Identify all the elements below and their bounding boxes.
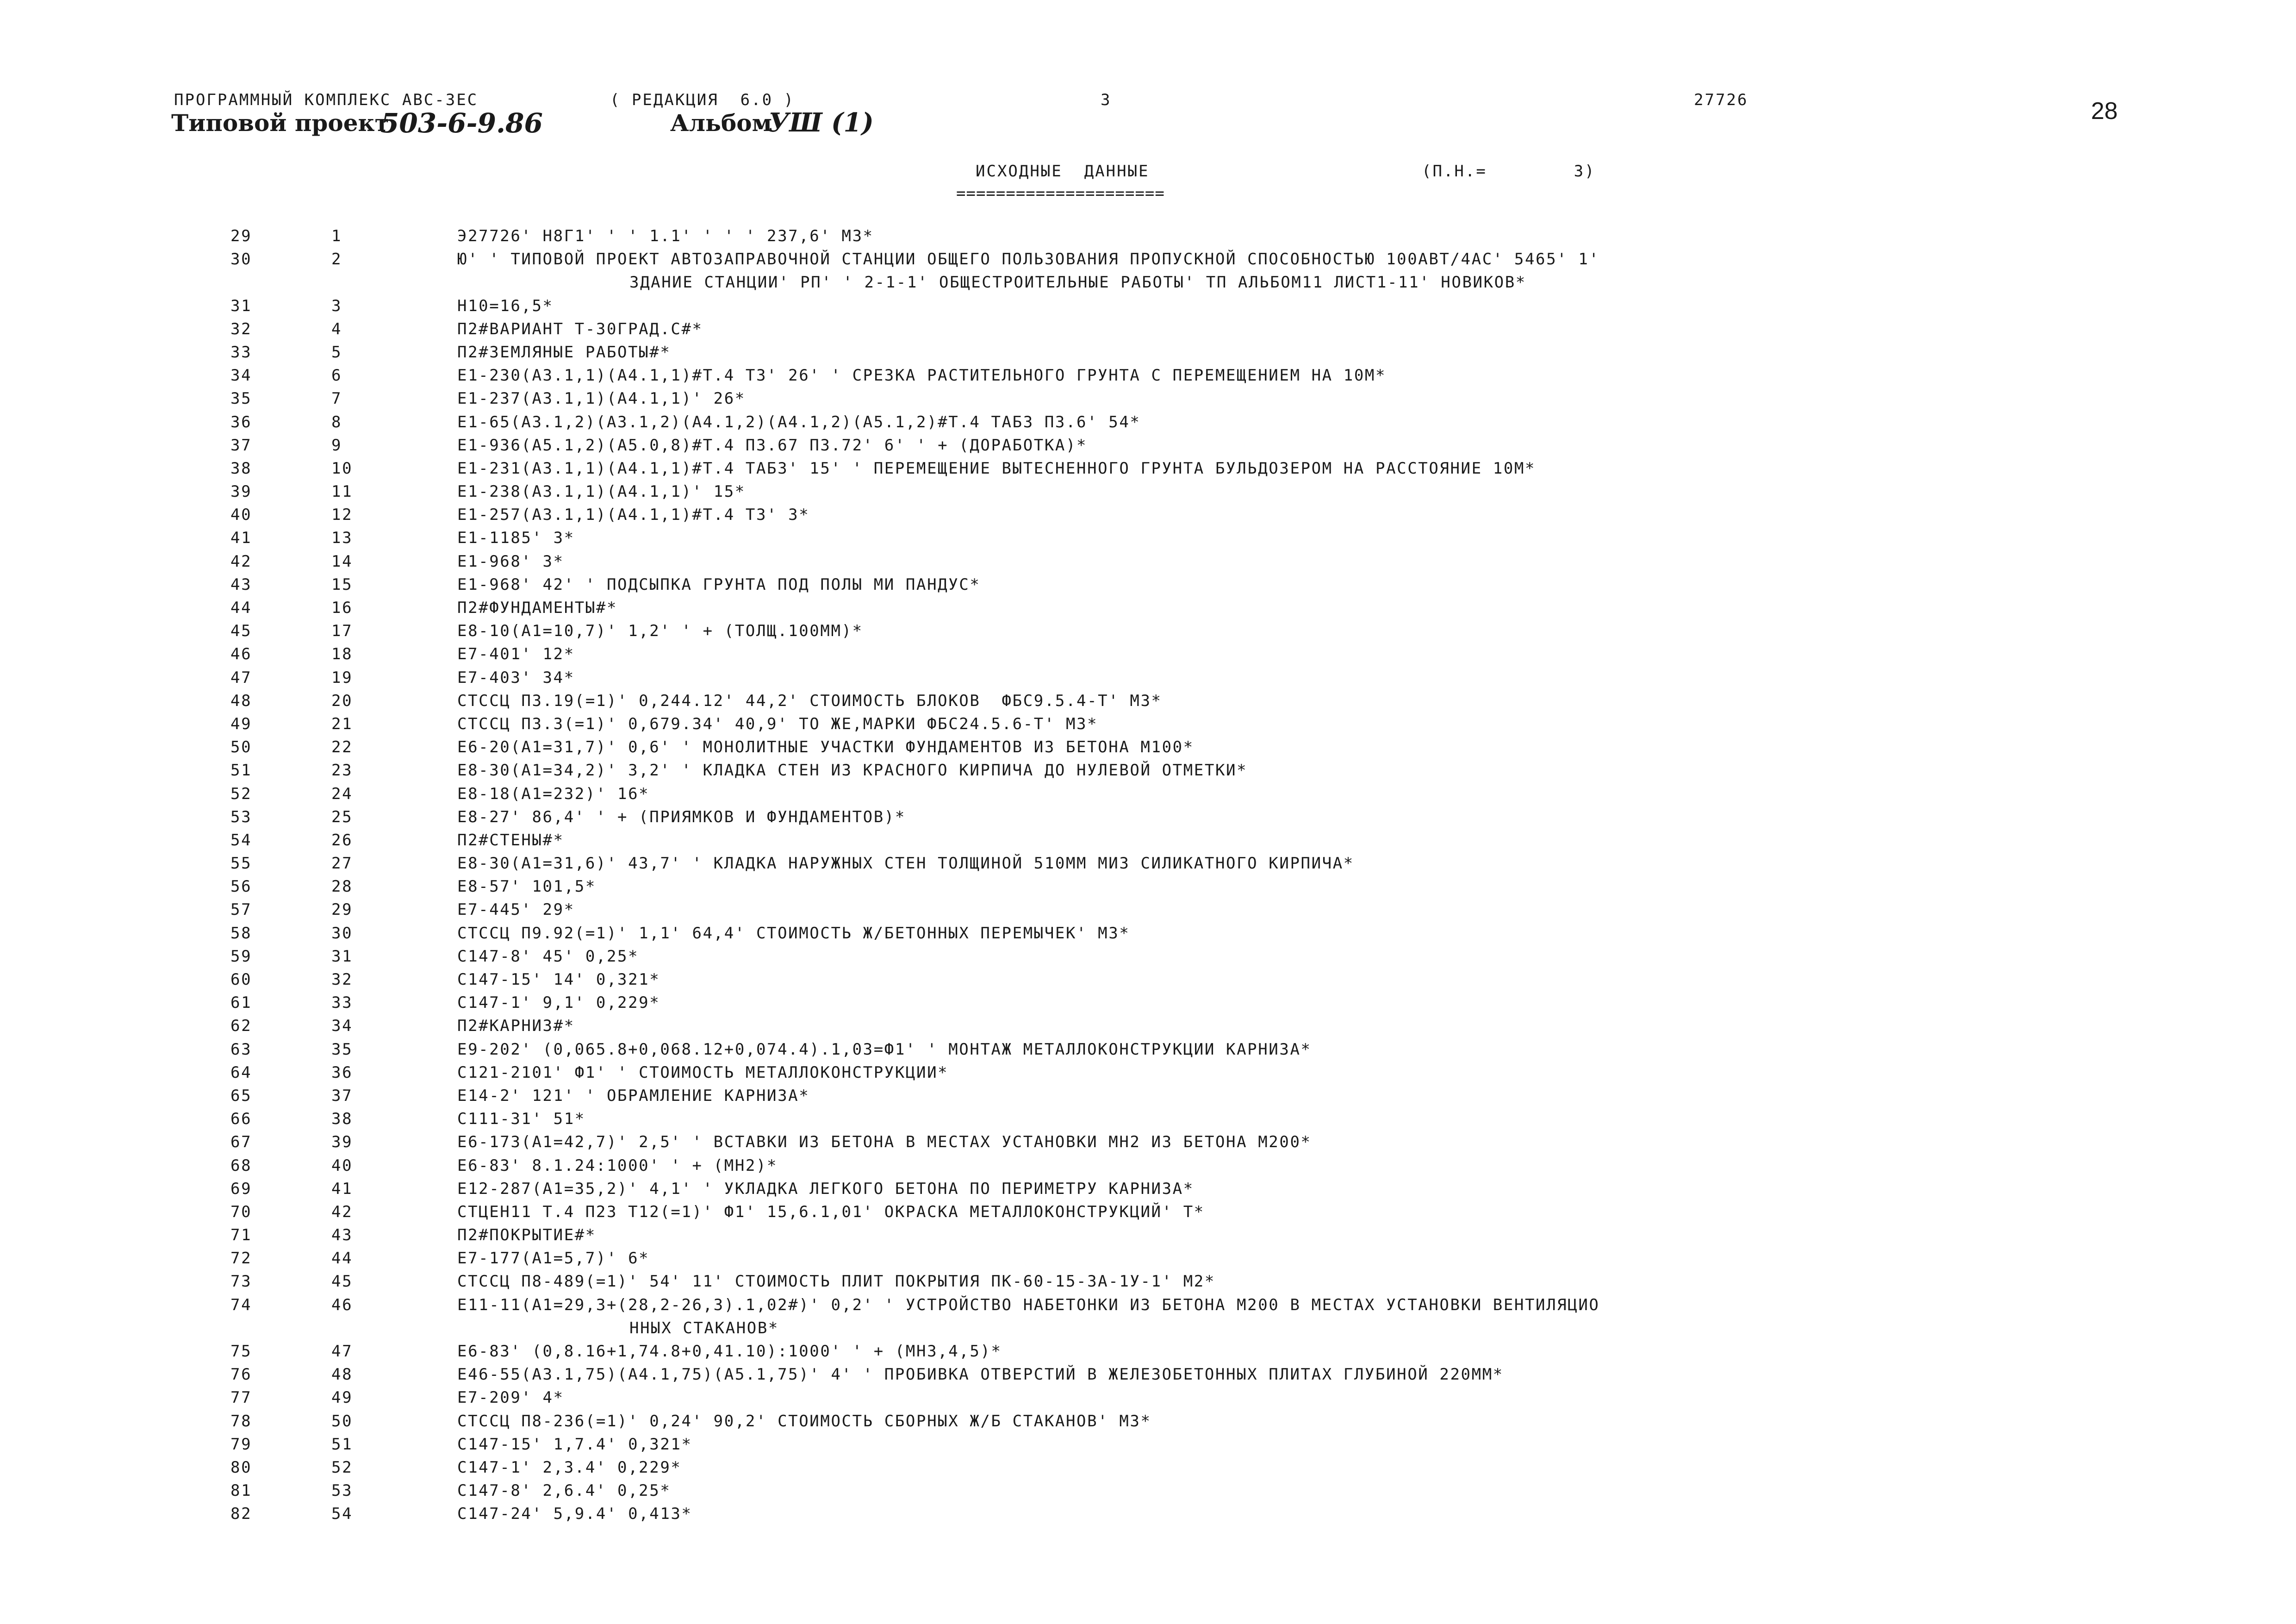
line-number: 48 (230, 691, 252, 710)
record-number: 48 (331, 1365, 353, 1384)
listing-row (0, 1017, 2296, 1040)
listing-row (0, 250, 2296, 273)
record-number: 31 (331, 947, 353, 966)
listing-row (0, 1458, 2296, 1481)
record-text: ЗДАНИЕ СТАНЦИИ' РП' ' 2-1-1' ОБЩЕСТРОИТЕЛЬНЫЕ РАБОТЫ' ТП АЛЬБОМ11 ЛИСТ1-11' НОВИКОВ* (629, 273, 1526, 292)
listing-row (0, 1040, 2296, 1063)
title-underline: ===================== (956, 184, 1165, 203)
project-label: Типовой проект (171, 109, 389, 137)
listing-row (0, 692, 2296, 715)
record-text: Е1-936(А5.1,2)(А5.0,8)#Т.4 П3.67 П3.72' 6' ' + (ДОРАБОТКА)* (457, 436, 1088, 455)
sheet-number: 28 (2091, 98, 2118, 125)
record-number: 45 (331, 1272, 353, 1291)
line-number: 77 (230, 1388, 252, 1407)
line-number: 50 (230, 738, 252, 757)
listing-row (0, 1180, 2296, 1203)
line-number: 67 (230, 1133, 252, 1152)
record-text: Е1-1185' 3* (457, 529, 575, 548)
listing-row (0, 1249, 2296, 1272)
listing-row (0, 1365, 2296, 1388)
record-number: 34 (331, 1017, 353, 1036)
record-number: 20 (331, 691, 353, 710)
listing-row (0, 227, 2296, 250)
line-number: 41 (230, 529, 252, 548)
record-text: Е14-2' 121' ' ОБРАМЛЕНИЕ КАРНИЗА* (457, 1086, 810, 1105)
line-number: 69 (230, 1179, 252, 1198)
program-name: ПРОГРАММНЫЙ КОМПЛЕКС АВС-3ЕС (174, 91, 479, 109)
record-number: 9 (331, 436, 342, 455)
line-number: 44 (230, 599, 252, 617)
record-text: СТССЦ П9.92(=1)' 1,1' 64,4' СТОИМОСТЬ Ж/БЕТОННЫХ ПЕРЕМЫЧЕК' М3* (457, 924, 1130, 943)
line-number: 71 (230, 1226, 252, 1245)
listing-row (0, 785, 2296, 808)
record-text: Е7-401' 12* (457, 645, 575, 664)
record-number: 18 (331, 645, 353, 664)
record-text: Е1-238(А3.1,1)(А4.1,1)' 15* (457, 482, 746, 501)
listing-row (0, 506, 2296, 529)
line-number: 55 (230, 854, 252, 873)
listing-row (0, 436, 2296, 459)
record-number: 30 (331, 924, 353, 943)
listing-row (0, 459, 2296, 482)
record-number: 38 (331, 1110, 353, 1129)
line-number: 61 (230, 993, 252, 1012)
page-code: 3 (1101, 91, 1112, 109)
record-text: Е8-30(А1=31,6)' 43,7' ' КЛАДКА НАРУЖНЫХ СТЕН ТОЛЩИНОЙ 510ММ МИЗ СИЛИКАТНОГО КИРПИЧА* (457, 854, 1354, 873)
record-text: СТССЦ П3.3(=1)' 0,679.34' 40,9' ТО ЖЕ,МАРКИ ФБС24.5.6-Т' М3* (457, 714, 1098, 733)
line-number: 33 (230, 343, 252, 362)
record-text: Е7-209' 4* (457, 1388, 564, 1407)
line-number: 30 (230, 250, 252, 269)
record-text: С147-15' 1,7.4' 0,321* (457, 1435, 692, 1454)
record-number: 47 (331, 1342, 353, 1361)
listing-row (0, 993, 2296, 1017)
line-number: 49 (230, 714, 252, 733)
listing-row (0, 1388, 2296, 1412)
record-text: П2#ВАРИАНТ Т-30ГРАД.С#* (457, 319, 703, 338)
line-number: 62 (230, 1017, 252, 1036)
line-number: 64 (230, 1063, 252, 1082)
edition-label: ( РЕДАКЦИЯ 6.0 ) (610, 91, 795, 109)
record-text: СТССЦ П8-236(=1)' 0,24' 90,2' СТОИМОСТЬ СБОРНЫХ Ж/Б СТАКАНОВ' М3* (457, 1412, 1151, 1430)
listing-row (0, 1505, 2296, 1528)
line-number: 79 (230, 1435, 252, 1454)
listing-row (0, 1087, 2296, 1110)
line-number: 81 (230, 1481, 252, 1500)
line-number: 74 (230, 1295, 252, 1314)
listing-row (0, 482, 2296, 506)
line-number: 37 (230, 436, 252, 455)
listing-row (0, 877, 2296, 900)
listing-row (0, 1296, 2296, 1319)
line-number: 73 (230, 1272, 252, 1291)
record-text: СТССЦ П3.19(=1)' 0,244.12' 44,2' СТОИМОСТЬ БЛОКОВ ФБС9.5.4-Т' М3* (457, 691, 1162, 710)
record-text: П2#ФУНДАМЕНТЫ#* (457, 599, 618, 617)
record-text: Е6-20(А1=31,7)' 0,6' ' МОНОЛИТНЫЕ УЧАСТКИ ФУНДАМЕНТОВ ИЗ БЕТОНА М100* (457, 738, 1194, 757)
line-number: 32 (230, 319, 252, 338)
record-text: С121-2101' Ф1' ' СТОИМОСТЬ МЕТАЛЛОКОНСТРУКЦИИ* (457, 1063, 949, 1082)
line-number: 76 (230, 1365, 252, 1384)
listing-row (0, 1110, 2296, 1133)
line-number: 36 (230, 412, 252, 431)
record-text: Е8-57' 101,5* (457, 877, 596, 896)
listing-row (0, 808, 2296, 831)
listing-row (0, 1156, 2296, 1180)
record-number: 52 (331, 1458, 353, 1477)
record-number: 39 (331, 1133, 353, 1152)
line-number: 75 (230, 1342, 252, 1361)
record-text: Е1-231(А3.1,1)(А4.1,1)#Т.4 ТАБ3' 15' ' ПЕРЕМЕЩЕНИЕ ВЫТЕСНЕННОГО ГРУНТА БУЛЬДОЗЕРОМ НА РАССТОЯНИЕ 10М* (457, 459, 1536, 478)
line-number: 65 (230, 1086, 252, 1105)
listing-row (0, 552, 2296, 575)
line-number: 47 (230, 668, 252, 687)
record-number: 32 (331, 970, 353, 989)
listing-row (0, 575, 2296, 599)
record-number: 46 (331, 1295, 353, 1314)
record-number: 5 (331, 343, 342, 362)
record-text: Е8-30(А1=34,2)' 3,2' ' КЛАДКА СТЕН ИЗ КРАСНОГО КИРПИЧА ДО НУЛЕВОЙ ОТМЕТКИ* (457, 761, 1248, 780)
record-number: 51 (331, 1435, 353, 1454)
line-number: 57 (230, 900, 252, 919)
record-number: 23 (331, 761, 353, 780)
record-number: 50 (331, 1412, 353, 1430)
album-label: Альбом (670, 109, 772, 137)
record-number: 12 (331, 506, 353, 525)
line-number: 29 (230, 227, 252, 245)
record-number: 8 (331, 412, 342, 431)
record-text: Е8-18(А1=232)' 16* (457, 784, 650, 803)
listing-row (0, 599, 2296, 622)
listing-row (0, 668, 2296, 692)
record-text: Е6-173(А1=42,7)' 2,5' ' ВСТАВКИ ИЗ БЕТОНА В МЕСТАХ УСТАНОВКИ МН2 ИЗ БЕТОНА М200* (457, 1133, 1312, 1152)
record-number: 33 (331, 993, 353, 1012)
listing-row (0, 320, 2296, 343)
listing-continuation-row (0, 273, 2296, 296)
record-text: Е7-177(А1=5,7)' 6* (457, 1249, 650, 1268)
line-number: 45 (230, 622, 252, 641)
record-number: 17 (331, 622, 353, 641)
record-number: 24 (331, 784, 353, 803)
record-number: 41 (331, 1179, 353, 1198)
listing-row (0, 715, 2296, 738)
line-number: 70 (230, 1202, 252, 1221)
record-number: 36 (331, 1063, 353, 1082)
line-number: 52 (230, 784, 252, 803)
line-number: 56 (230, 877, 252, 896)
record-number: 3 (331, 296, 342, 315)
record-text: СТЦЕН11 Т.4 П23 Т12(=1)' Ф1' 15,6.1,01' ОКРАСКА МЕТАЛЛОКОНСТРУКЦИЙ' Т* (457, 1202, 1205, 1221)
line-number: 80 (230, 1458, 252, 1477)
listing-row (0, 366, 2296, 389)
document-code: 27726 (1694, 91, 1748, 109)
line-number: 78 (230, 1412, 252, 1430)
record-text: Е7-403' 34* (457, 668, 575, 687)
record-text: Н10=16,5* (457, 296, 554, 315)
record-number: 27 (331, 854, 353, 873)
record-text: Е46-55(А3.1,75)(А4.1,75)(А5.1,75)' 4' ' ПРОБИВКА ОТВЕРСТИЙ В ЖЕЛЕЗОБЕТОННЫХ ПЛИТАХ ГЛУБИНОЙ 220ММ* (457, 1365, 1504, 1384)
record-number: 16 (331, 599, 353, 617)
listing-continuation-row (0, 1319, 2296, 1342)
record-number: 53 (331, 1481, 353, 1500)
listing-row (0, 1342, 2296, 1365)
record-text: П2#СТЕНЫ#* (457, 831, 564, 849)
line-number: 82 (230, 1505, 252, 1524)
record-text: СТССЦ П8-489(=1)' 54' 11' СТОИМОСТЬ ПЛИТ ПОКРЫТИЯ ПК-60-15-3А-1У-1' М2* (457, 1272, 1215, 1291)
record-number: 22 (331, 738, 353, 757)
line-number: 40 (230, 506, 252, 525)
record-number: 25 (331, 807, 353, 826)
record-text: Е1-230(А3.1,1)(А4.1,1)#Т.4 Т3' 26' ' СРЕЗКА РАСТИТЕЛЬНОГО ГРУНТА С ПЕРЕМЕЩЕНИЕМ НА 10М* (457, 366, 1387, 385)
listing-row (0, 854, 2296, 877)
listing-row (0, 645, 2296, 668)
record-text: Е1-65(А3.1,2)(А3.1,2)(А4.1,2)(А4.1,2)(А5.1,2)#Т.4 ТАБ3 П3.6' 54* (457, 412, 1141, 431)
record-number: 21 (331, 714, 353, 733)
record-number: 14 (331, 552, 353, 571)
record-text: ННЫХ СТАКАНОВ* (629, 1318, 779, 1337)
record-number: 6 (331, 366, 342, 385)
line-number: 51 (230, 761, 252, 780)
line-number: 53 (230, 807, 252, 826)
record-text: Е9-202' (0,065.8+0,068.12+0,074.4).1,03=Ф1' ' МОНТАЖ МЕТАЛЛОКОНСТРУКЦИИ КАРНИЗА* (457, 1040, 1312, 1059)
record-text: С147-24' 5,9.4' 0,413* (457, 1505, 692, 1524)
record-number: 1 (331, 227, 342, 245)
listing-row (0, 924, 2296, 947)
line-number: 66 (230, 1110, 252, 1129)
listing-rows (0, 227, 2296, 1528)
record-number: 44 (331, 1249, 353, 1268)
listing-row (0, 413, 2296, 436)
listing-row (0, 970, 2296, 993)
listing-row (0, 529, 2296, 552)
line-number: 46 (230, 645, 252, 664)
record-text: Е1-968' 42' ' ПОДСЫПКА ГРУНТА ПОД ПОЛЫ МИ ПАНДУС* (457, 575, 981, 594)
listing-row (0, 900, 2296, 924)
listing-row (0, 947, 2296, 970)
record-number: 10 (331, 459, 353, 478)
listing-row (0, 1063, 2296, 1087)
listing-row (0, 1226, 2296, 1249)
listing-row (0, 1435, 2296, 1458)
record-number: 7 (331, 389, 342, 408)
record-text: П2#ПОКРЫТИЕ#* (457, 1226, 596, 1245)
record-number: 13 (331, 529, 353, 548)
record-text: Е6-83' (0,8.16+1,74.8+0,41.10):1000' ' + (МН3,4,5)* (457, 1342, 1002, 1361)
listing-row (0, 622, 2296, 645)
listing-row (0, 738, 2296, 761)
record-text: Е1-968' 3* (457, 552, 564, 571)
line-number: 34 (230, 366, 252, 385)
record-text: С111-31' 51* (457, 1110, 585, 1129)
listing-row (0, 297, 2296, 320)
line-number: 43 (230, 575, 252, 594)
listing-row (0, 761, 2296, 784)
line-number: 54 (230, 831, 252, 849)
record-number: 4 (331, 319, 342, 338)
line-number: 68 (230, 1156, 252, 1175)
record-number: 42 (331, 1202, 353, 1221)
record-text: С147-8' 2,6.4' 0,25* (457, 1481, 671, 1500)
album-number: УШ (1) (768, 107, 874, 138)
record-number: 28 (331, 877, 353, 896)
record-number: 29 (331, 900, 353, 919)
section-title: ИСХОДНЫЕ ДАННЫЕ (976, 162, 1150, 181)
record-text: Е11-11(А1=29,3+(28,2-26,3).1,02#)' 0,2' ' УСТРОЙСТВО НАБЕТОНКИ ИЗ БЕТОНА М200 В МЕСТАХ УСТАНОВКИ ВЕНТИЛЯЦИО (457, 1295, 1600, 1314)
record-text: Ю' ' ТИПОВОЙ ПРОЕКТ АВТОЗАПРАВОЧНОЙ СТАНЦИИ ОБЩЕГО ПОЛЬЗОВАНИЯ ПРОПУСКНОЙ СПОСОБНОСТЬЮ 100АВТ/4АС' 5465' 1' (457, 250, 1600, 269)
listing-row (0, 1203, 2296, 1226)
line-number: 58 (230, 924, 252, 943)
record-number: 40 (331, 1156, 353, 1175)
line-number: 59 (230, 947, 252, 966)
line-number: 31 (230, 296, 252, 315)
record-number: 19 (331, 668, 353, 687)
line-number: 63 (230, 1040, 252, 1059)
record-number: 26 (331, 831, 353, 849)
record-number: 2 (331, 250, 342, 269)
record-number: 54 (331, 1505, 353, 1524)
record-text: Е1-257(А3.1,1)(А4.1,1)#Т.4 Т3' 3* (457, 506, 810, 525)
record-text: Е1-237(А3.1,1)(А4.1,1)' 26* (457, 389, 746, 408)
record-text: Е8-10(А1=10,7)' 1,2' ' + (ТОЛЩ.100ММ)* (457, 622, 863, 641)
line-number: 60 (230, 970, 252, 989)
listing-row (0, 1481, 2296, 1505)
record-text: П2#ЗЕМЛЯНЫЕ РАБОТЫ#* (457, 343, 671, 362)
line-number: 35 (230, 389, 252, 408)
record-number: 11 (331, 482, 353, 501)
line-number: 72 (230, 1249, 252, 1268)
line-number: 42 (230, 552, 252, 571)
record-text: П2#КАРНИЗ#* (457, 1017, 575, 1036)
record-number: 15 (331, 575, 353, 594)
listing-row (0, 1272, 2296, 1295)
record-text: С147-15' 14' 0,321* (457, 970, 660, 989)
line-number: 38 (230, 459, 252, 478)
record-text: Э27726' Н8Г1' ' ' 1.1' ' ' ' 237,6' М3* (457, 227, 874, 245)
record-number: 35 (331, 1040, 353, 1059)
record-text: Е8-27' 86,4' ' + (ПРИЯМКОВ И ФУНДАМЕНТОВ)* (457, 807, 906, 826)
listing-row (0, 1412, 2296, 1435)
listing-row (0, 343, 2296, 366)
listing-row (0, 1133, 2296, 1156)
record-number: 49 (331, 1388, 353, 1407)
record-text: С147-1' 2,3.4' 0,229* (457, 1458, 682, 1477)
record-text: Е7-445' 29* (457, 900, 575, 919)
record-number: 37 (331, 1086, 353, 1105)
listing-row (0, 389, 2296, 412)
record-number: 43 (331, 1226, 353, 1245)
section-reference: (П.Н.= 3) (1422, 162, 1596, 181)
record-text: С147-8' 45' 0,25* (457, 947, 639, 966)
record-text: Е6-83' 8.1.24:1000' ' + (МН2)* (457, 1156, 778, 1175)
listing-row (0, 831, 2296, 854)
project-number: 503-6-9.86 (380, 107, 543, 139)
line-number: 39 (230, 482, 252, 501)
record-text: Е12-287(А1=35,2)' 4,1' ' УКЛАДКА ЛЕГКОГО БЕТОНА ПО ПЕРИМЕТРУ КАРНИЗА* (457, 1179, 1194, 1198)
record-text: С147-1' 9,1' 0,229* (457, 993, 660, 1012)
